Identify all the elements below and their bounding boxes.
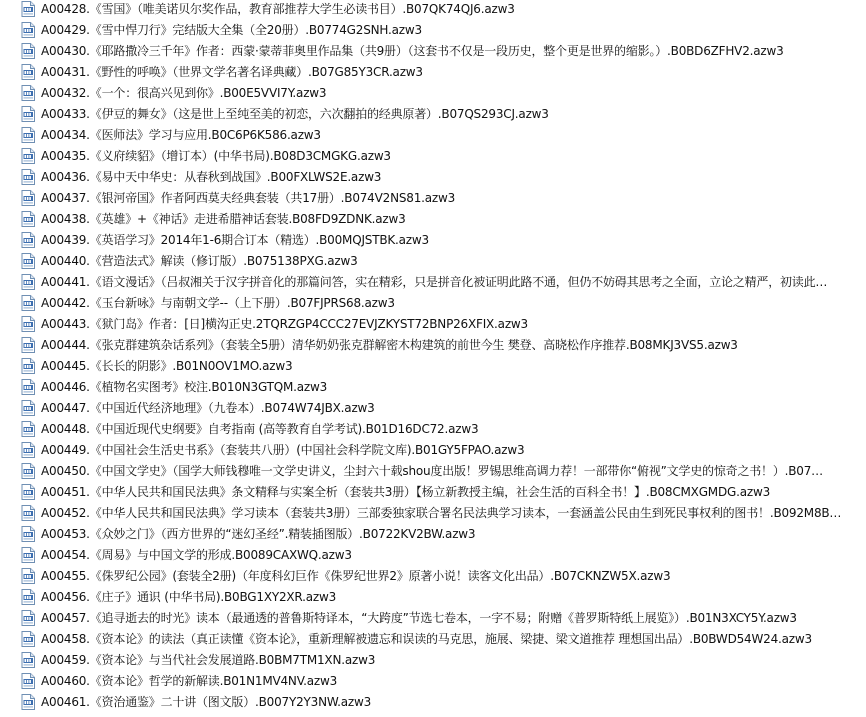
file-row[interactable] bbox=[0, 376, 866, 397]
file-row[interactable] bbox=[0, 124, 866, 145]
azw3-document-icon bbox=[20, 484, 36, 500]
file-name: A00429.《雪中悍刀行》完结版大全集（全20册）.B0774G2SNH.azw3 bbox=[41, 22, 422, 37]
azw3-document-icon bbox=[20, 610, 36, 626]
file-row[interactable] bbox=[0, 0, 866, 19]
file-name: A00438.《英雄》+《神话》走进希腊神话套装.B08FD9ZDNK.azw3 bbox=[41, 211, 406, 226]
file-row[interactable] bbox=[0, 691, 866, 712]
file-row[interactable] bbox=[0, 271, 866, 292]
file-row[interactable] bbox=[0, 166, 866, 187]
azw3-document-icon bbox=[20, 379, 36, 395]
azw3-document-icon bbox=[20, 169, 36, 185]
azw3-document-icon bbox=[20, 190, 36, 206]
file-name: A00453.《众妙之门》（西方世界的“迷幻圣经”.精装插图版）.B0722KV2BW.azw3 bbox=[41, 526, 476, 541]
azw3-document-icon bbox=[20, 400, 36, 416]
file-name: A00457.《追寻逝去的时光》读本（最通透的普鲁斯特译本，“大跨度”节选七卷本，一字不易；附赠《普罗斯特纸上展览》）.B01N3XCY5Y.azw3 bbox=[41, 610, 797, 625]
file-row[interactable] bbox=[0, 229, 866, 250]
azw3-document-icon bbox=[20, 631, 36, 647]
file-name: A00454.《周易》与中国文学的形成.B0089CAXWQ.azw3 bbox=[41, 547, 352, 562]
file-name: A00447.《中国近代经济地理》（九卷本）.B074W74JBX.azw3 bbox=[41, 400, 375, 415]
file-name: A00439.《英语学习》2014年1-6期合订本（精选）.B00MQJSTBK.azw3 bbox=[41, 232, 429, 247]
azw3-document-icon bbox=[20, 232, 36, 248]
file-row[interactable] bbox=[0, 607, 866, 628]
file-row[interactable] bbox=[0, 418, 866, 439]
azw3-document-icon bbox=[20, 64, 36, 80]
file-row[interactable] bbox=[0, 586, 866, 607]
file-row[interactable] bbox=[0, 544, 866, 565]
azw3-document-icon bbox=[20, 211, 36, 227]
file-name: A00440.《营造法式》解读（修订版）.B075138PXG.azw3 bbox=[41, 253, 358, 268]
file-row[interactable] bbox=[0, 208, 866, 229]
file-name: A00448.《中国近现代史纲要》自考指南 (高等教育自学考试).B01D16DC72.azw3 bbox=[41, 421, 479, 436]
file-name: A00428.《雪国》（唯美诺贝尔奖作品，教育部推荐大学生必读书目）.B07QK74QJ6.azw3 bbox=[41, 1, 515, 16]
azw3-document-icon bbox=[20, 652, 36, 668]
file-row[interactable] bbox=[0, 481, 866, 502]
azw3-document-icon bbox=[20, 316, 36, 332]
file-row[interactable] bbox=[0, 292, 866, 313]
file-name: A00441.《语文漫话》（吕叔湘关于汉字拼音化的那篇问答，实在精彩，只是拼音化被证明此路不通，但仍不妨碍其思考之全面，立论之精严，初读此… bbox=[41, 274, 828, 289]
file-name: A00430.《耶路撒冷三千年》作者：西蒙·蒙蒂菲奥里作品集（共9册）（这套书不仅是一段历史，整个更是世界的缩影。）.B0BD6ZFHV2.azw3 bbox=[41, 43, 784, 58]
file-row[interactable] bbox=[0, 40, 866, 61]
azw3-document-icon bbox=[20, 589, 36, 605]
azw3-document-icon bbox=[20, 505, 36, 521]
file-row[interactable] bbox=[0, 439, 866, 460]
azw3-document-icon bbox=[20, 421, 36, 437]
file-row[interactable] bbox=[0, 523, 866, 544]
file-row[interactable] bbox=[0, 334, 866, 355]
file-row[interactable] bbox=[0, 670, 866, 691]
file-name: A00433.《伊豆的舞女》（这是世上至纯至美的初恋，六次翻拍的经典原著）.B07QS293CJ.azw3 bbox=[41, 106, 549, 121]
azw3-document-icon bbox=[20, 22, 36, 38]
file-row[interactable] bbox=[0, 187, 866, 208]
file-row[interactable] bbox=[0, 145, 866, 166]
azw3-document-icon bbox=[20, 148, 36, 164]
file-name: A00455.《侏罗纪公园》(套装全2册)（年度科幻巨作《侏罗纪世界2》原著小说！读客文化出品）.B07CKNZW5X.azw3 bbox=[41, 568, 671, 583]
azw3-document-icon bbox=[20, 358, 36, 374]
file-row[interactable] bbox=[0, 355, 866, 376]
azw3-document-icon bbox=[20, 568, 36, 584]
azw3-document-icon bbox=[20, 1, 36, 17]
file-row[interactable] bbox=[0, 649, 866, 670]
file-name: A00456.《庄子》通识 (中华书局).B0BG1XY2XR.azw3 bbox=[41, 589, 337, 604]
azw3-document-icon bbox=[20, 337, 36, 353]
azw3-document-icon bbox=[20, 127, 36, 143]
file-row[interactable] bbox=[0, 565, 866, 586]
file-name: A00449.《中国社会生活史书系》（套装共八册）(中国社会科学院文库).B01GY5FPAO.azw3 bbox=[41, 442, 525, 457]
azw3-document-icon bbox=[20, 673, 36, 689]
file-row[interactable] bbox=[0, 82, 866, 103]
file-row[interactable] bbox=[0, 19, 866, 40]
azw3-document-icon bbox=[20, 463, 36, 479]
file-name: A00437.《银河帝国》作者阿西莫夫经典套装（共17册）.B074V2NS81.azw3 bbox=[41, 190, 456, 205]
file-name: A00446.《植物名实图考》校注.B010N3GTQM.azw3 bbox=[41, 379, 328, 394]
file-row[interactable] bbox=[0, 250, 866, 271]
file-row[interactable] bbox=[0, 397, 866, 418]
file-name: A00458.《资本论》的读法（真正读懂《资本论》，重新理解被遗忘和误读的马克思，施展、梁捷、梁文道推荐 理想国出品）.B0BWD54W24.azw3 bbox=[41, 631, 812, 646]
azw3-document-icon bbox=[20, 43, 36, 59]
file-name: A00445.《长长的阴影》.B01N0OV1MO.azw3 bbox=[41, 358, 293, 373]
azw3-document-icon bbox=[20, 106, 36, 122]
file-name: A00444.《张克群建筑杂话系列》（套装全5册）清华奶奶张克群解密木构建筑的前世今生 樊登、高晓松作序推荐.B08MKJ3VS5.azw3 bbox=[41, 337, 738, 352]
file-row[interactable] bbox=[0, 313, 866, 334]
file-row[interactable] bbox=[0, 628, 866, 649]
file-name: A00452.《中华人民共和国民法典》学习读本（套装共3册）三部委独家联合署名民法典学习读本，一套涵盖公民由生到死民事权利的图书！.B092M8B… bbox=[41, 505, 842, 520]
azw3-document-icon bbox=[20, 526, 36, 542]
azw3-document-icon bbox=[20, 274, 36, 290]
file-name: A00461.《资治通鉴》二十讲（图文版）.B007Y2Y3NW.azw3 bbox=[41, 694, 372, 709]
file-name: A00459.《资本论》与当代社会发展道路.B0BM7TM1XN.azw3 bbox=[41, 652, 376, 667]
file-name: A00460.《资本论》哲学的新解读.B01N1MV4NV.azw3 bbox=[41, 673, 338, 688]
azw3-document-icon bbox=[20, 85, 36, 101]
file-name: A00450.《中国文学史》（国学大师钱穆唯一文学史讲义，尘封六十载shou度出版！罗锡思维高调力荐！一部带你“俯视”文学史的惊奇之书！）.B07… bbox=[41, 463, 823, 478]
file-row[interactable] bbox=[0, 460, 866, 481]
file-row[interactable] bbox=[0, 502, 866, 523]
file-name: A00442.《玉台新咏》与南朝文学--（上下册）.B07FJPRS68.azw3 bbox=[41, 295, 395, 310]
file-name: A00431.《野性的呼唤》（世界文学名著名译典藏）.B07G85Y3CR.azw3 bbox=[41, 64, 423, 79]
azw3-document-icon bbox=[20, 694, 36, 710]
file-row[interactable] bbox=[0, 61, 866, 82]
file-row[interactable] bbox=[0, 103, 866, 124]
file-name: A00436.《易中天中华史：从春秋到战国》.B00FXLWS2E.azw3 bbox=[41, 169, 382, 184]
file-name: A00434.《医师法》学习与应用.B0C6P6K586.azw3 bbox=[41, 127, 321, 142]
file-name: A00435.《义府续貂》（增订本）(中华书局).B08D3CMGKG.azw3 bbox=[41, 148, 391, 163]
file-name: A00443.《狱门岛》作者：[日]横沟正史.2TQRZGP4CCC27EVJZKYST72BNP26XFIX.azw3 bbox=[41, 316, 528, 331]
azw3-document-icon bbox=[20, 253, 36, 269]
azw3-document-icon bbox=[20, 295, 36, 311]
azw3-document-icon bbox=[20, 547, 36, 563]
azw3-document-icon bbox=[20, 442, 36, 458]
file-name: A00432.《一个：很高兴见到你》.B00E5VVI7Y.azw3 bbox=[41, 85, 327, 100]
file-name: A00451.《中华人民共和国民法典》条文精释与实案全析（套装共3册）【杨立新教授主编，社会生活的百科全书！】.B08CMXGMDG.azw3 bbox=[41, 484, 771, 499]
